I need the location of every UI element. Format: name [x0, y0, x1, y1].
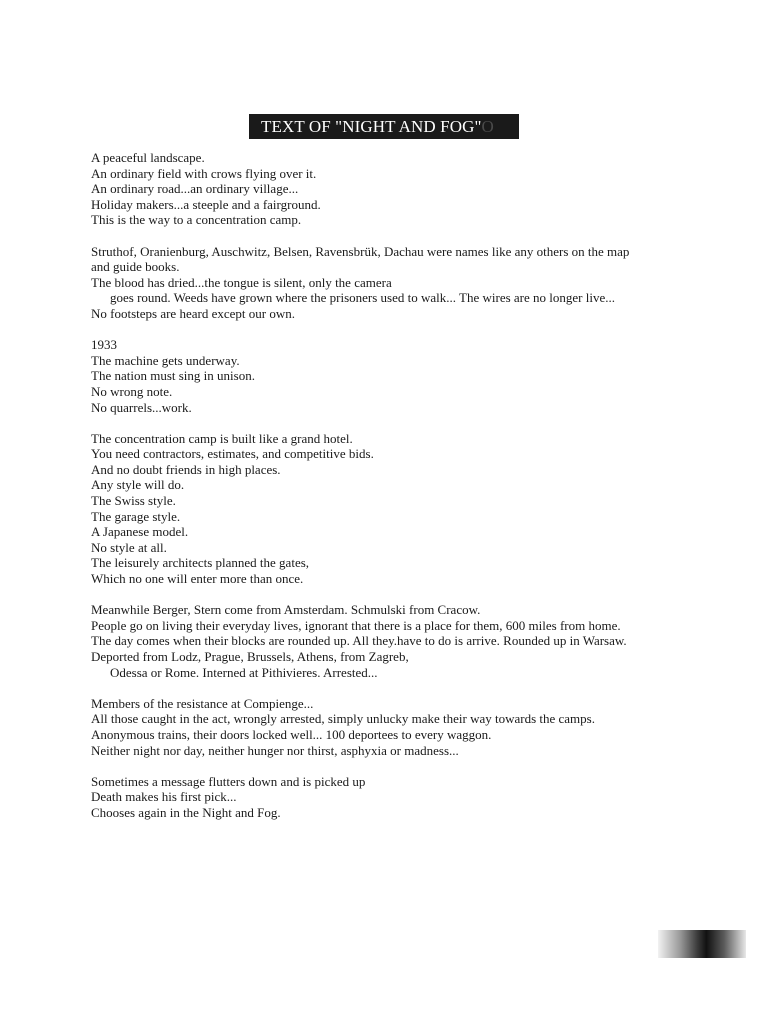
text-line: Odessa or Rome. Interned at Pithivieres. Arrested... — [110, 664, 378, 680]
text-line: Holiday makers...a steeple and a fairground. — [91, 196, 321, 212]
text-line: No footsteps are heard except our own. — [91, 305, 295, 321]
text-line: Chooses again in the Night and Fog. — [91, 804, 281, 820]
paragraph — [91, 431, 691, 587]
text-line: The garage style. — [91, 508, 181, 524]
text-line: Struthof, Oranienburg, Auschwitz, Belsen, Ravensbrük, Dachau were names like any others on the map — [91, 243, 630, 259]
title-banner — [249, 114, 519, 139]
paragraph — [91, 774, 691, 821]
text-line: No wrong note. — [91, 383, 173, 399]
text-line: You need contractors, estimates, and competitive bids. — [91, 446, 374, 462]
text-line: The blood has dried...the tongue is silent, only the camera — [91, 274, 392, 290]
document-body — [91, 150, 691, 836]
text-line: Sometimes a message flutters down and is picked up — [91, 773, 366, 789]
text-line: Neither night nor day, neither hunger nor thirst, asphyxia or madness... — [91, 742, 459, 758]
text-line: Any style will do. — [91, 477, 185, 493]
text-line: People go on living their everyday lives, ignorant that there is a place for them, 600 miles from home. — [91, 617, 621, 633]
text-line: An ordinary road...an ordinary village... — [91, 181, 299, 197]
text-line: Deported from Lodz, Prague, Brussels, Athens, from Zagreb, — [91, 649, 409, 664]
text-line: 1933 — [91, 337, 117, 353]
text-line: Which no one will enter more than once. — [91, 571, 304, 587]
text-line: And no doubt friends in high places. — [91, 461, 281, 477]
paragraph — [91, 150, 691, 228]
text-line: The concentration camp is built like a grand hotel. — [91, 430, 353, 446]
text-line: A Japanese model. — [91, 524, 189, 540]
text-line: goes round. Weeds have grown where the prisoners used to walk... The wires are no longer live... — [110, 290, 615, 306]
text-line: An ordinary field with crows flying over it. — [91, 165, 317, 181]
text-line: No quarrels...work. — [91, 399, 192, 415]
text-line: The day comes when their blocks are rounded up. All they.have to do is arrive. Rounded up in Warsaw. — [91, 633, 627, 649]
text-line: The leisurely architects planned the gates, — [91, 555, 310, 571]
text-line: Death makes his first pick... — [91, 789, 237, 805]
text-line: A peaceful landscape. — [91, 150, 205, 165]
title-trailing-glyph: O — [481, 116, 494, 136]
text-line: Members of the resistance at Compienge... — [91, 695, 314, 711]
page-edge-tab — [658, 930, 746, 958]
paragraph — [91, 696, 691, 758]
text-line: and guide books. — [91, 259, 180, 275]
paragraph — [91, 602, 691, 680]
text-line: The nation must sing in unison. — [91, 368, 255, 384]
text-line: Meanwhile Berger, Stern come from Amsterdam. Schmulski from Cracow. — [91, 602, 481, 618]
text-line: The machine gets underway. — [91, 352, 240, 368]
text-line: Anonymous trains, their doors locked well... 100 deportees to every waggon. — [91, 726, 492, 742]
paragraph — [91, 244, 691, 322]
text-line: All those caught in the act, wrongly arrested, simply unlucky make their way towards the camps. — [91, 711, 595, 727]
text-line: No style at all. — [91, 539, 167, 555]
text-line: The Swiss style. — [91, 493, 176, 509]
paragraph — [91, 337, 691, 415]
text-line: This is the way to a concentration camp. — [91, 212, 302, 228]
page-title: TEXT OF "NIGHT AND FOG" — [261, 116, 482, 136]
